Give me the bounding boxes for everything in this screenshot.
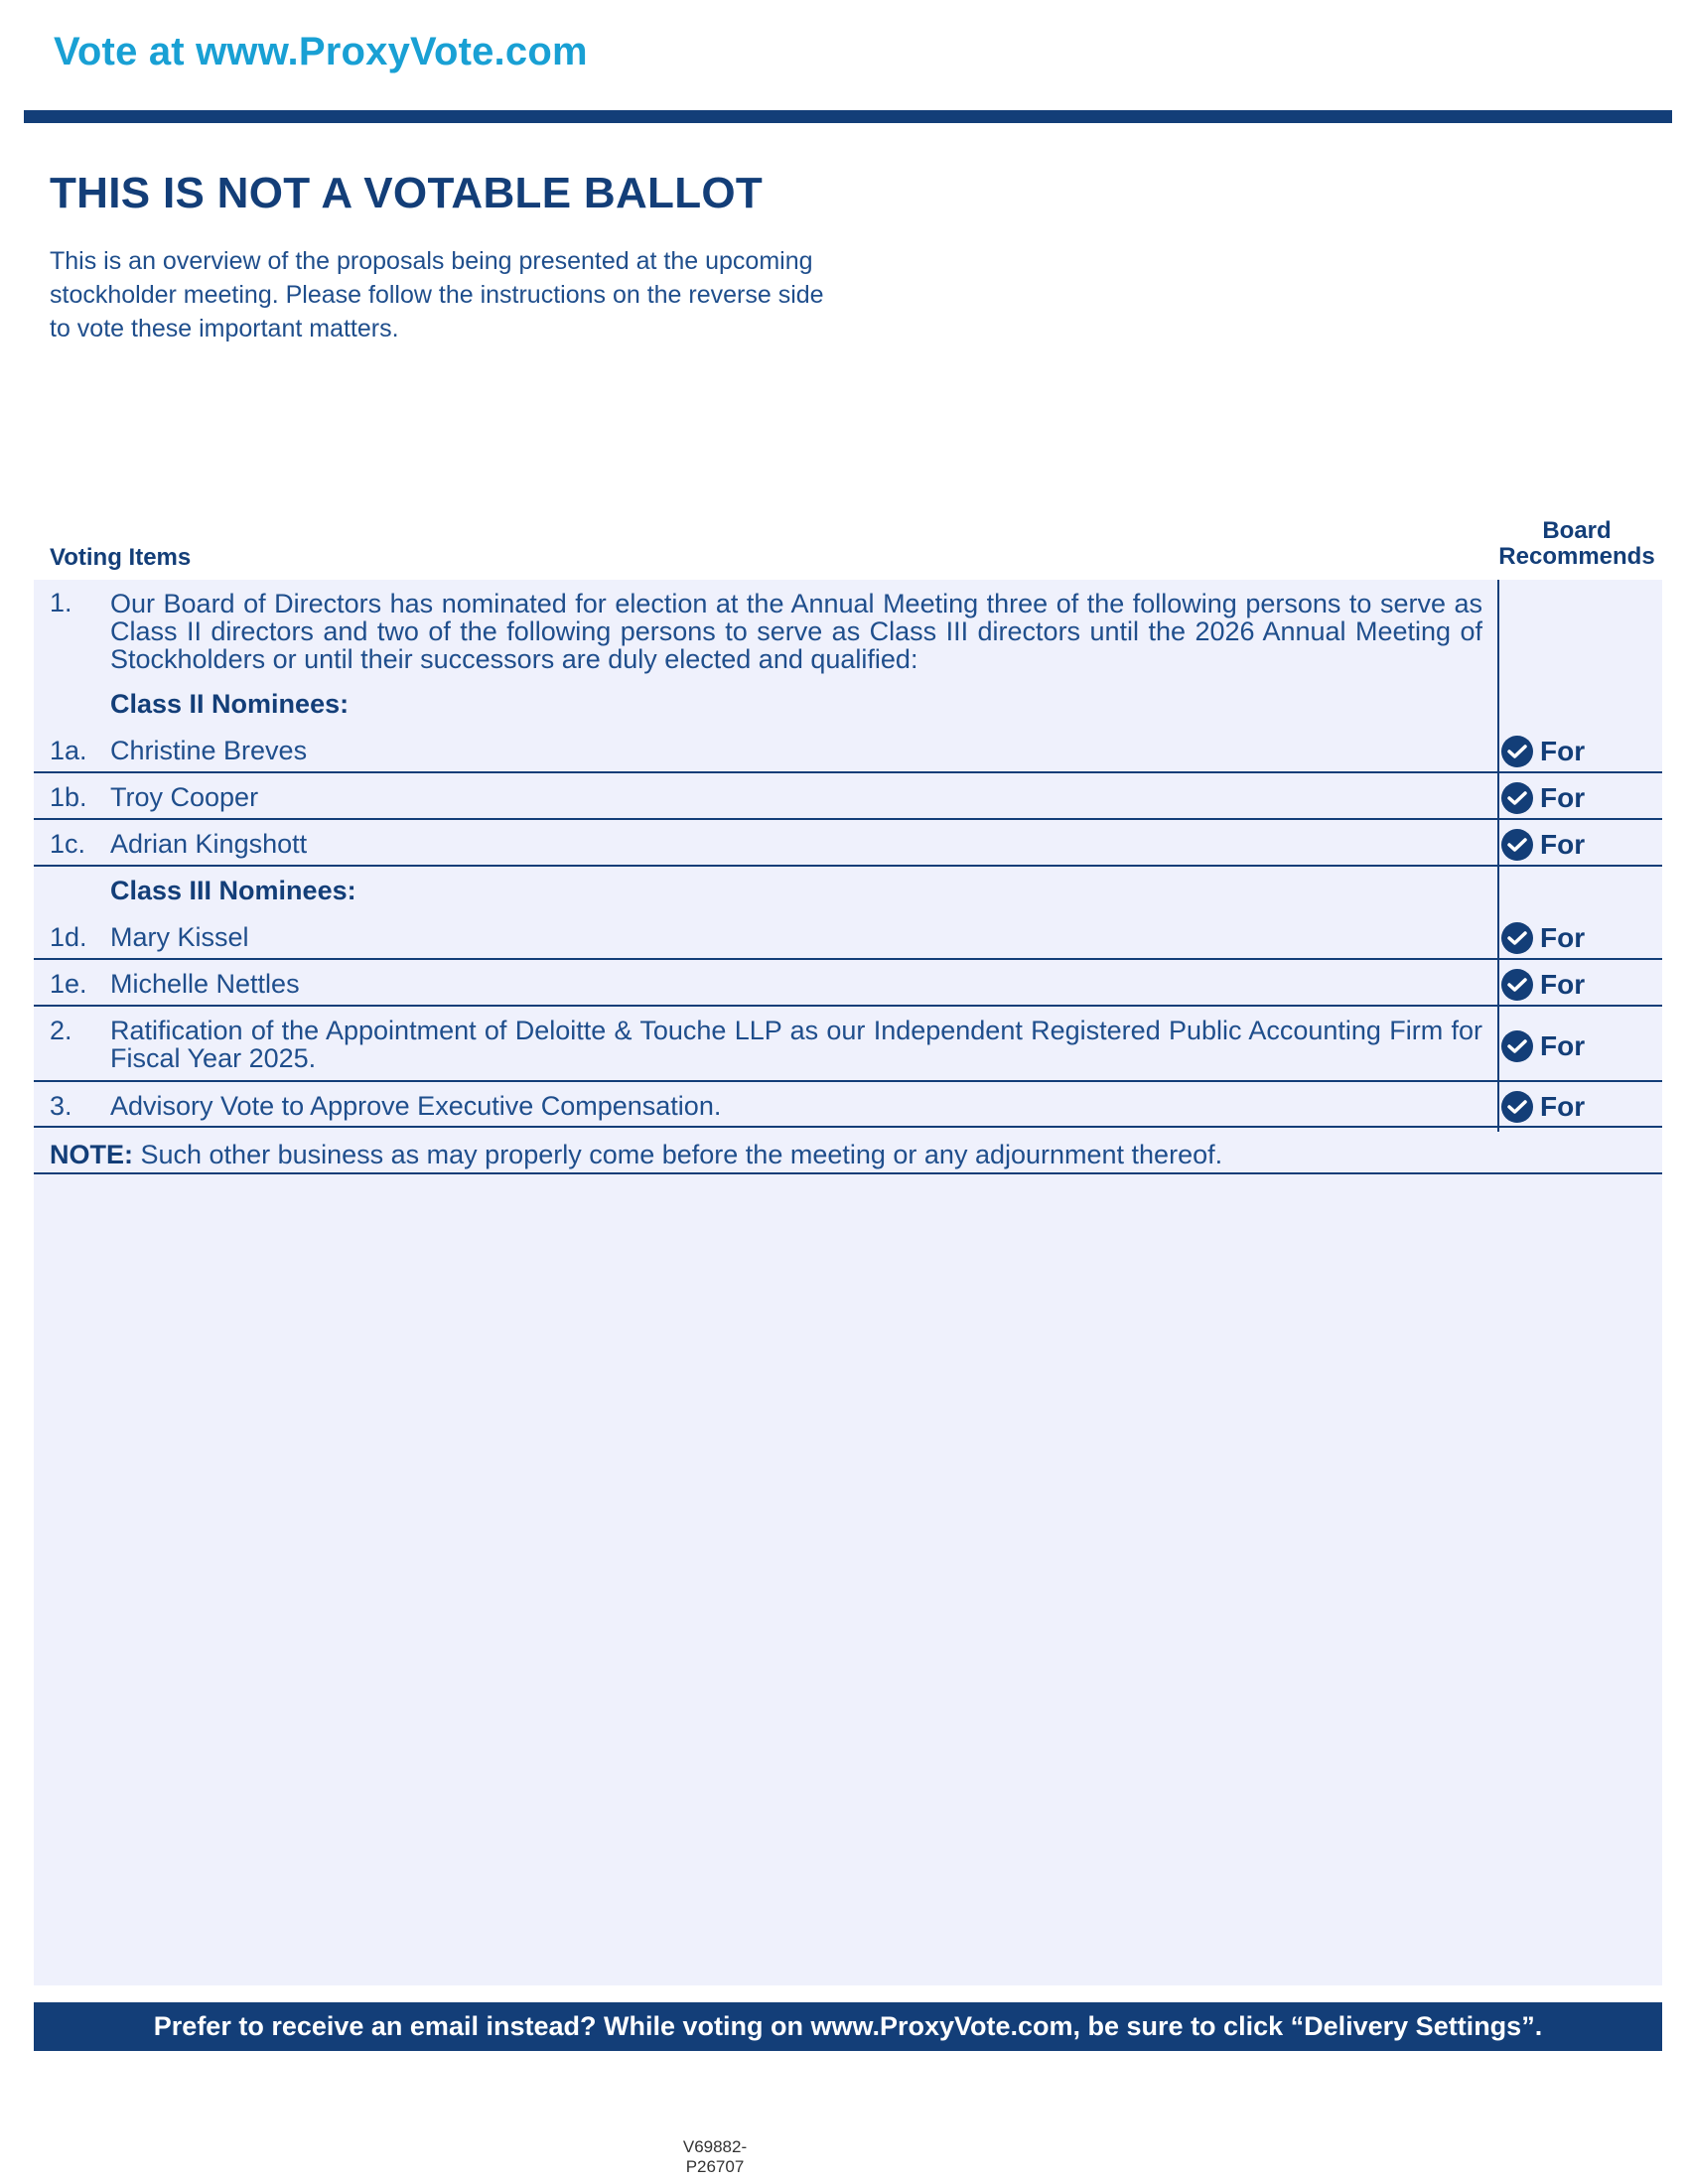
column-divider <box>1497 580 1499 1132</box>
check-circle-icon <box>1501 1030 1533 1062</box>
proposal-3-recommendation <box>1501 1090 1585 1124</box>
note-text <box>50 1140 1222 1170</box>
recommendation-label: For <box>1540 829 1586 860</box>
item-1e-number: 1e. <box>50 969 87 999</box>
proposal-2-recommendation <box>1501 1029 1585 1063</box>
item-1c-number: 1c. <box>50 829 86 859</box>
item-1a-recommendation <box>1501 735 1585 768</box>
board-header-line1: Board <box>1542 517 1612 544</box>
page-title: THIS IS NOT A VOTABLE BALLOT <box>50 169 764 217</box>
check-circle-icon <box>1501 736 1533 767</box>
document-code: V69882-P26707 <box>682 2137 748 2176</box>
check-circle-icon <box>1501 829 1533 861</box>
proposal-2-text: Ratification of the Appointment of Deloitte & Touche LLP as our Independent Registered Public Accounting Firm for Fiscal Year 2025. <box>110 1016 1482 1073</box>
note-label: NOTE: <box>50 1140 133 1169</box>
item-1e-recommendation <box>1501 968 1585 1002</box>
check-circle-icon <box>1501 969 1533 1001</box>
board-header-line2: Recommends <box>1498 543 1655 570</box>
check-circle-icon <box>1501 1091 1533 1123</box>
note-body: Such other business as may properly come before the meeting or any adjournment thereof. <box>133 1140 1223 1169</box>
item-1b-number: 1b. <box>50 782 87 812</box>
proposal-3-number: 3. <box>50 1091 72 1121</box>
row-divider <box>34 818 1662 820</box>
proposal-1-text: Our Board of Directors has nominated for election at the Annual Meeting three of the following persons to serve as Class II directors and two of the following persons to serve as Class III directors until the 2026 Annual Meeting of Stockholders or until their successors are duly elected and qualified: <box>110 589 1482 674</box>
item-1c-text: Adrian Kingshott <box>110 829 308 859</box>
recommendation-label: For <box>1540 782 1586 813</box>
check-circle-icon <box>1501 782 1533 814</box>
item-1d-number: 1d. <box>50 922 87 952</box>
header-divider <box>24 110 1672 123</box>
item-1a-text: Christine Breves <box>110 736 308 765</box>
voting-panel <box>34 580 1662 1985</box>
class-2-heading: Class II Nominees: <box>110 689 350 719</box>
proposal-2-number: 2. <box>50 1016 72 1045</box>
recommendation-label: For <box>1540 969 1586 1000</box>
proxyvote-link[interactable]: Vote at www.ProxyVote.com <box>54 30 588 73</box>
row-divider <box>34 958 1662 960</box>
proposal-1-number: 1. <box>50 588 72 617</box>
item-1a-number: 1a. <box>50 736 87 765</box>
email-delivery-banner <box>34 2002 1662 2051</box>
item-1c-recommendation <box>1501 828 1585 862</box>
item-1d-text: Mary Kissel <box>110 922 249 952</box>
row-divider <box>34 1126 1662 1128</box>
recommendation-label: For <box>1540 1030 1586 1061</box>
voting-items-header: Voting Items <box>50 544 192 571</box>
item-1b-text: Troy Cooper <box>110 782 259 812</box>
row-divider <box>34 1005 1662 1007</box>
intro-text: This is an overview of the proposals being presented at the upcoming stockholder meeting. Please follow the instructions on the reverse side to vote these important matters. <box>50 247 824 342</box>
row-divider <box>34 771 1662 773</box>
item-1d-recommendation <box>1501 921 1585 955</box>
class-3-heading: Class III Nominees: <box>110 876 356 905</box>
item-1e-text: Michelle Nettles <box>110 969 300 999</box>
item-1b-recommendation <box>1501 781 1585 815</box>
email-delivery-text: Prefer to receive an email instead? While voting on www.ProxyVote.com, be sure to click “Delivery Settings”. <box>153 2011 1543 2041</box>
recommendation-label: For <box>1540 736 1586 766</box>
row-divider <box>34 1172 1662 1174</box>
row-divider <box>34 865 1662 867</box>
board-recommends-header <box>1497 518 1656 570</box>
proposal-3-text: Advisory Vote to Approve Executive Compensation. <box>110 1091 722 1121</box>
check-circle-icon <box>1501 922 1533 954</box>
recommendation-label: For <box>1540 1091 1586 1122</box>
row-divider <box>34 1080 1662 1082</box>
recommendation-label: For <box>1540 922 1586 953</box>
